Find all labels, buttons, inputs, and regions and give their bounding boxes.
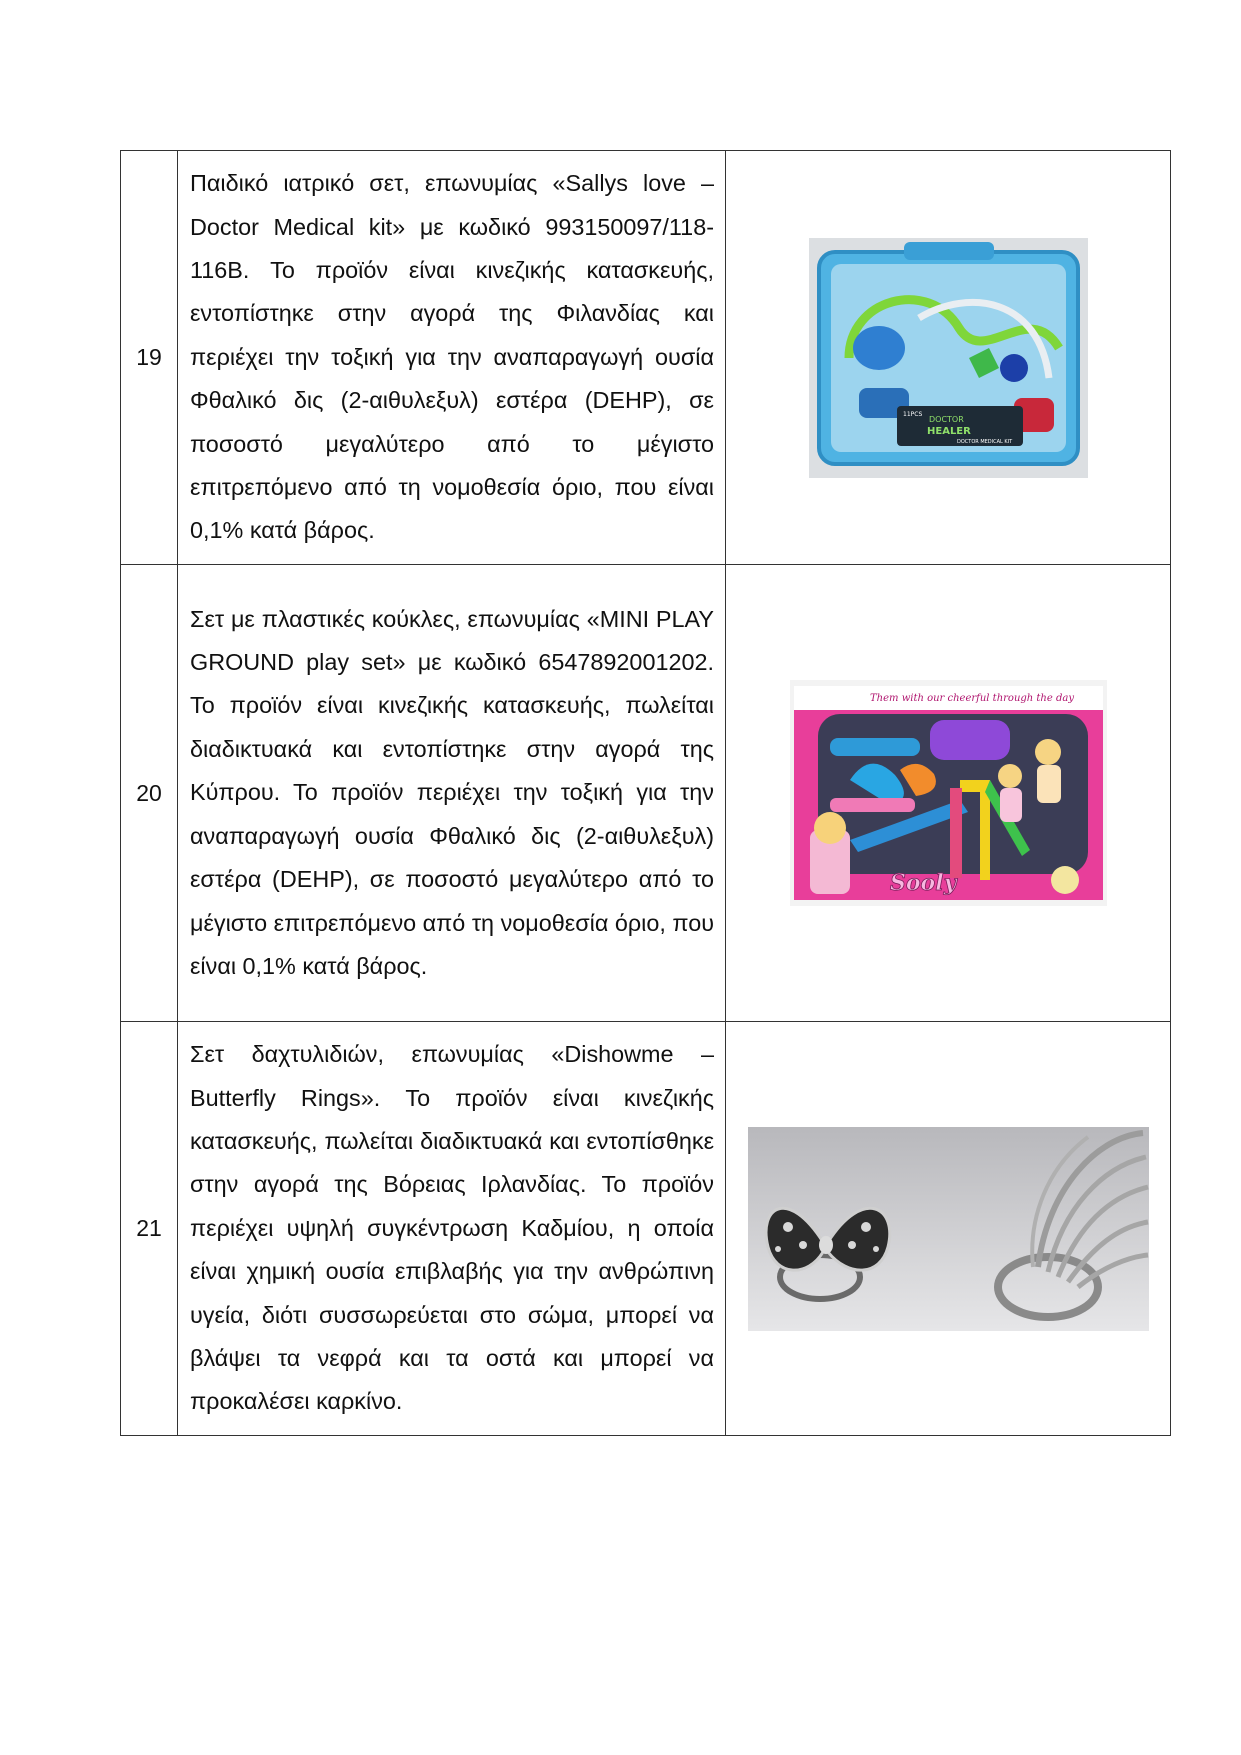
playset-brand: Sooly bbox=[889, 870, 956, 896]
description-cell bbox=[178, 1022, 726, 1436]
row-number: 20 bbox=[136, 779, 162, 806]
product-description: Σετ με πλαστικές κούκλες, επωνυμίας «MINI PLAY GROUND play set» με κωδικό 6547892001202. Το προϊόν είναι κινεζικής κατασκευής, πωλείται διαδικτυακά και εντοπίστηκε στην αγορά της Κύπρου. Το προϊόν περιέχει την τοξική για την αναπαραγωγή ουσία Φθαλικό δις (2-αιθυλεξυλ) εστέρα (DEHP), σε ποσοστό μεγαλύτερο από το μέγιστο επιτρεπόμενο από τη νομοθεσία όριο, που είναι 0,1% κατά βάρος. bbox=[190, 605, 714, 979]
doctor-kit-photo bbox=[809, 238, 1088, 478]
product-description: Σετ δαχτυλιδιών, επωνυμίας «Dishowme – Butterfly Rings». Το προϊόν είναι κινεζικής κατασκευής, πωλείται διαδικτυακά και εντοπίσθηκε στην αγορά της Βόρειας Ιρλανδίας. Το προϊόν περιέχει υψηλή συγκέντρωση Καδμίου, η οποία είναι χημική ουσία επιβλαβής για την ανθρώπινη υγεία, διότι συσσωρεύεται στο σώμα, μπορεί να βλάψει τα νεφρά και τα οστά και μπορεί να προκαλέσει καρκίνο. bbox=[190, 1041, 714, 1415]
image-cell bbox=[726, 151, 1171, 565]
playset-banner: Them with our cheerful through the day bbox=[869, 693, 1074, 704]
table-row bbox=[121, 565, 1171, 1022]
image-cell bbox=[726, 1022, 1171, 1436]
kit-label-line1: DOCTOR bbox=[928, 414, 964, 424]
kit-label-count: 11PCS bbox=[902, 410, 922, 418]
row-number: 19 bbox=[136, 344, 162, 370]
kit-label-line2: HEALER bbox=[926, 425, 971, 437]
doll-playset-photo bbox=[790, 680, 1107, 906]
table-row bbox=[121, 1022, 1171, 1436]
butterfly-rings-photo bbox=[748, 1127, 1149, 1331]
table-row bbox=[121, 151, 1171, 565]
row-number-cell bbox=[121, 1022, 178, 1436]
row-number-cell bbox=[121, 151, 178, 565]
description-cell bbox=[178, 151, 726, 565]
image-cell bbox=[726, 565, 1171, 1022]
row-number-cell bbox=[121, 565, 178, 1022]
description-cell bbox=[178, 565, 726, 1022]
product-description: Παιδικό ιατρικό σετ, επωνυμίας «Sallys love – Doctor Medical kit» με κωδικό 993150097/118-116B. Το προϊόν είναι κινεζικής κατασκευής, εντοπίστηκε στην αγορά της Φιλανδίας και περιέχει την τοξική για την αναπαραγωγή ουσία Φθαλικό δις (2-αιθυλεξυλ) εστέρα (DEHP), σε ποσοστό μεγαλύτερο από το μέγιστο επιτρεπόμενο από τη νομοθεσία όριο, που είναι 0,1% κατά βάρος. bbox=[190, 170, 714, 544]
products-table bbox=[120, 150, 1171, 1436]
kit-label-sub: DOCTOR MEDICAL KIT bbox=[956, 438, 1012, 445]
row-number: 21 bbox=[136, 1215, 162, 1241]
